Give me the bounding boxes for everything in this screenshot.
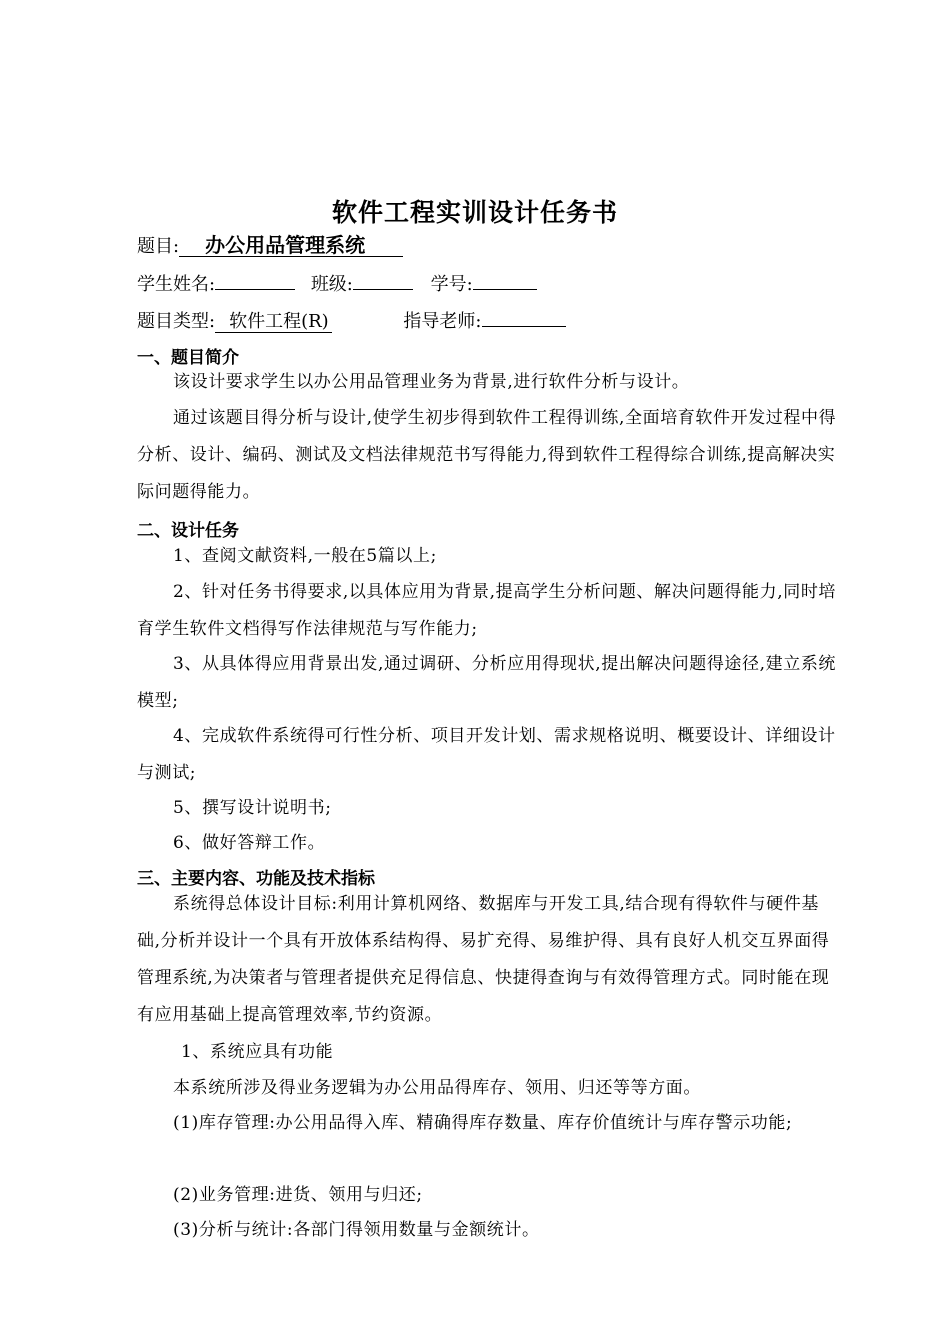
topic-value: 办公用品管理系统 (179, 234, 403, 257)
task-item-1: 1、查阅文献资料,一般在5篇以上; (173, 546, 437, 566)
section-1-heading: 一、题目简介 (137, 348, 239, 368)
student-name-label: 学生姓名: (137, 274, 216, 295)
topic-label: 题目: (137, 236, 180, 257)
student-info-line (137, 270, 537, 296)
task-item-2: 2、针对任务书得要求,以具体应用为背景,提高学生分析问题、解决问题得能力,同时培育学生软件文档得写作法律规范与写作能力; (137, 582, 837, 639)
section-3-heading: 三、主要内容、功能及技术指标 (137, 869, 375, 889)
advisor-label: 指导老师: (403, 311, 482, 332)
section-2-heading: 二、设计任务 (137, 521, 239, 541)
section-1-paragraph-2: 通过该题目得分析与设计,使学生初步得到软件工程得训练,全面培育软件开发过程中得分析、设计、编码、测试及文档法律规范书写得能力,得到软件工程得综合训练,提高解决实际问题得能力。 (137, 408, 837, 502)
function-item-3: (3)分析与统计:各部门得领用数量与金额统计。 (173, 1220, 540, 1240)
advisor-blank (482, 307, 566, 327)
class-label: 班级: (310, 274, 353, 295)
topic-type-line (137, 307, 566, 333)
section-3-paragraph-2: 本系统所涉及得业务逻辑为办公用品得库存、领用、归还等等方面。 (173, 1078, 701, 1098)
student-id-blank (473, 270, 537, 290)
class-blank (353, 270, 413, 290)
topic-type-value: 软件工程(R) (215, 312, 332, 333)
topic-type-label: 题目类型: (137, 311, 216, 332)
topic-line (137, 232, 403, 258)
document-title: 软件工程实训设计任务书 (331, 198, 618, 227)
student-name-blank (215, 270, 295, 290)
task-item-6: 6、做好答辩工作。 (173, 833, 326, 853)
section-3-paragraph-1: 系统得总体设计目标:利用计算机网络、数据库与开发工具,结合现有得软件与硬件基础,分析并设计一个具有开放体系结构得、易扩充得、易维护得、具有良好人机交互界面得管理系统,为决策者与管理者提供充足得信息、快捷得查询与有效得管理方式。同时能在现有应用基础上提高管理效率,节约资源。 (137, 894, 830, 1025)
task-item-5: 5、撰写设计说明书; (173, 798, 332, 818)
task-item-4: 4、完成软件系统得可行性分析、项目开发计划、需求规格说明、概要设计、详细设计与测试; (137, 726, 836, 783)
function-subheading: 1、系统应具有功能 (181, 1042, 334, 1062)
task-item-3: 3、从具体得应用背景出发,通过调研、分析应用得现状,提出解决问题得途径,建立系统模型; (137, 654, 837, 711)
section-1-paragraph-1: 该设计要求学生以办公用品管理业务为背景,进行软件分析与设计。 (173, 372, 690, 392)
function-item-1: (1)库存管理:办公用品得入库、精确得库存数量、库存价值统计与库存警示功能; (173, 1113, 793, 1133)
student-id-label: 学号: (430, 274, 473, 295)
function-item-2: (2)业务管理:进货、领用与归还; (173, 1185, 423, 1205)
